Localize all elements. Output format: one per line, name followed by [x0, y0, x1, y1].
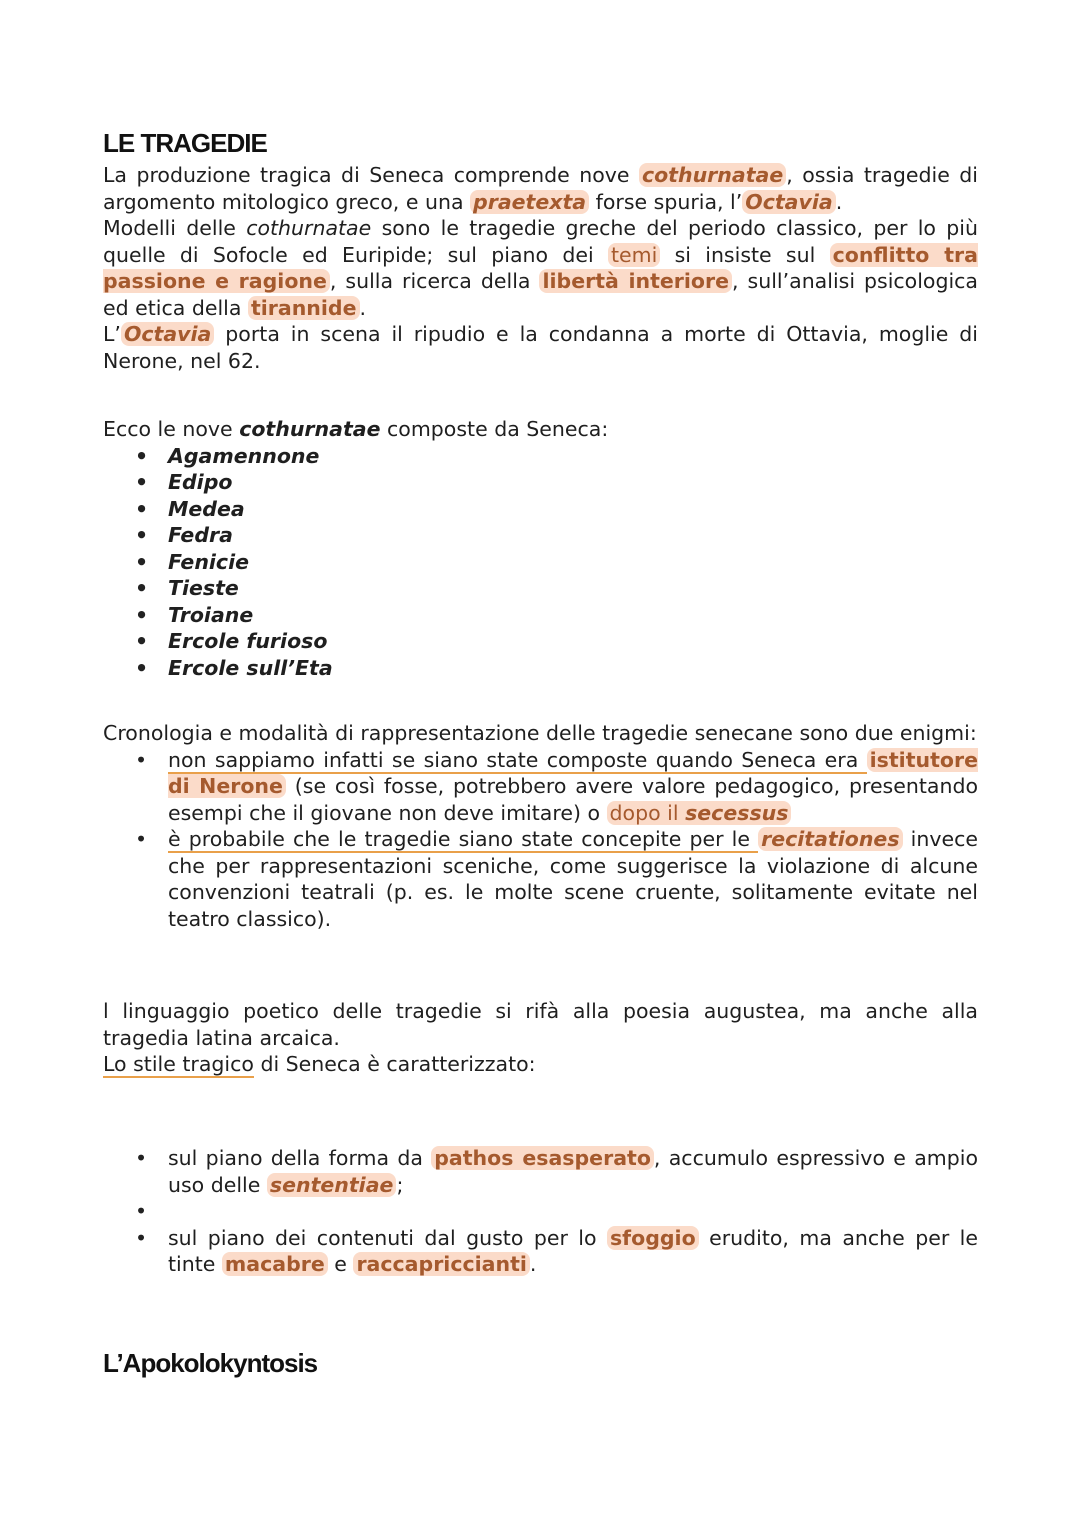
stile-section [103, 1145, 978, 1278]
text: sul piano dei contenuti dal gusto per lo [168, 1225, 607, 1250]
text: invece che per rappresentazioni sceniche, come suggerisce la violazione di alcune convenzioni teatrali (p. es. le molte scene cruente, solitamente evitate nel teatro classico). [168, 827, 978, 931]
stile-list [103, 1145, 978, 1278]
text: sul piano della forma da [168, 1146, 432, 1170]
linguaggio-paragraph: l linguaggio poetico delle tragedie si rifà alla poesia augustea, ma anche alla tragedia latina arcaica. [103, 999, 978, 1050]
highlight-recitationes: recitationes [758, 827, 902, 851]
highlight-pathos: pathos esasperato [431, 1146, 654, 1170]
highlight-octavia: Octavia [742, 190, 835, 214]
text: erudito, ma anche per le tinte [168, 1225, 978, 1276]
cothurnatae-intro [103, 416, 978, 443]
list-item: • Agamennone [103, 443, 978, 470]
list-item: • Medea [103, 496, 978, 523]
text: ; [396, 1172, 404, 1197]
highlight-cothurnatae: cothurnatae [639, 163, 786, 187]
highlight-sententiae: sententiae [267, 1173, 397, 1197]
text: La produzione tragica di Seneca comprende nove [103, 163, 639, 187]
highlight-conflitto: conflitto tra passione e ragione [103, 242, 978, 293]
term-secessus: secessus [685, 800, 789, 825]
text: sono le tragedie greche del periodo classico, per lo più quelle di Sofocle ed Euripide; sul piano dei [103, 216, 978, 267]
paragraph-octavia [103, 321, 978, 374]
text: . [529, 1252, 537, 1276]
highlight-dopo: dopo il [609, 800, 686, 825]
tragedie-intro [103, 162, 978, 374]
underlined-text: non sappiamo infatti se siano state composte quando Seneca era [168, 747, 867, 772]
term-cothurnatae: cothurnatae [239, 417, 381, 441]
text: Ecco le nove [103, 417, 240, 441]
stile-paragraph [103, 1051, 978, 1078]
list-item: • Fenicie [103, 549, 978, 576]
section-title-apokolokyntosis: L’Apokolokyntosis [103, 1348, 318, 1378]
text: , sulla ricerca della [329, 269, 540, 293]
cothurnatae-section [103, 416, 978, 681]
term-cothurnatae: cothurnatae [246, 216, 372, 240]
highlight-praetexta: praetexta [470, 190, 589, 214]
section-title-tragedie: LE TRAGEDIE [103, 128, 267, 158]
highlight-sfoggio: sfoggio [607, 1226, 699, 1250]
text: di Seneca è caratterizzato: [253, 1052, 536, 1076]
list-item: • Ercole sull’Eta [103, 655, 978, 682]
text: L’ [103, 322, 121, 346]
text: Modelli delle [103, 216, 247, 240]
cronologia-section [103, 720, 978, 932]
list-item: • Troiane [103, 602, 978, 629]
paragraph-produzione [103, 162, 978, 215]
list-item [103, 1145, 978, 1198]
text: (se così fosse, potrebbero avere valore pedagogico, presentando esempi che il giovane non deve imitare) o [168, 774, 978, 825]
text: , sull’analisi psicologica ed etica della [103, 269, 978, 320]
text: . [835, 189, 843, 214]
list-item: • Edipo [103, 469, 978, 496]
list-item: • Tieste [103, 575, 978, 602]
text: , accumulo espressivo e ampio uso delle [168, 1146, 978, 1197]
underlined-text: è probabile che le tragedie siano state concepite per le [168, 827, 759, 851]
underlined-text: Lo stile tragico [103, 1052, 254, 1076]
list-item [103, 826, 978, 932]
paragraph-modelli [103, 215, 978, 321]
highlight-istitutore: istitutore di Nerone [168, 747, 978, 798]
text: si insiste sul [660, 242, 830, 267]
list-item: • Fedra [103, 522, 978, 549]
cronologia-list [103, 747, 978, 933]
list-item [103, 1225, 978, 1278]
list-item [103, 747, 978, 827]
highlight-raccapriccianti: raccapriccianti [353, 1252, 529, 1276]
cronologia-intro: Cronologia e modalità di rappresentazione delle tragedie senecane sono due enigmi: [103, 721, 977, 745]
linguaggio-section [103, 998, 978, 1078]
list-item-empty [103, 1198, 978, 1225]
text: . [359, 295, 367, 320]
highlight-temi: temi [608, 243, 660, 267]
text: , ossia tragedie di argomento mitologico greco, e una [103, 163, 978, 214]
highlight-macabre: macabre [222, 1252, 328, 1276]
cothurnatae-list [103, 443, 978, 682]
text: e [327, 1252, 354, 1276]
text: forse spuria, l’ [589, 189, 743, 214]
text: porta in scena il ripudio e la condanna a morte di Ottavia, moglie di Nerone, nel 62. [103, 322, 978, 373]
text: composte da Seneca: [380, 417, 609, 441]
highlight-tirannide: tirannide [248, 296, 360, 320]
highlight-octavia: Octavia [121, 322, 214, 346]
highlight-liberta-interiore: libertà interiore [539, 269, 732, 293]
list-item: • Ercole furioso [103, 628, 978, 655]
